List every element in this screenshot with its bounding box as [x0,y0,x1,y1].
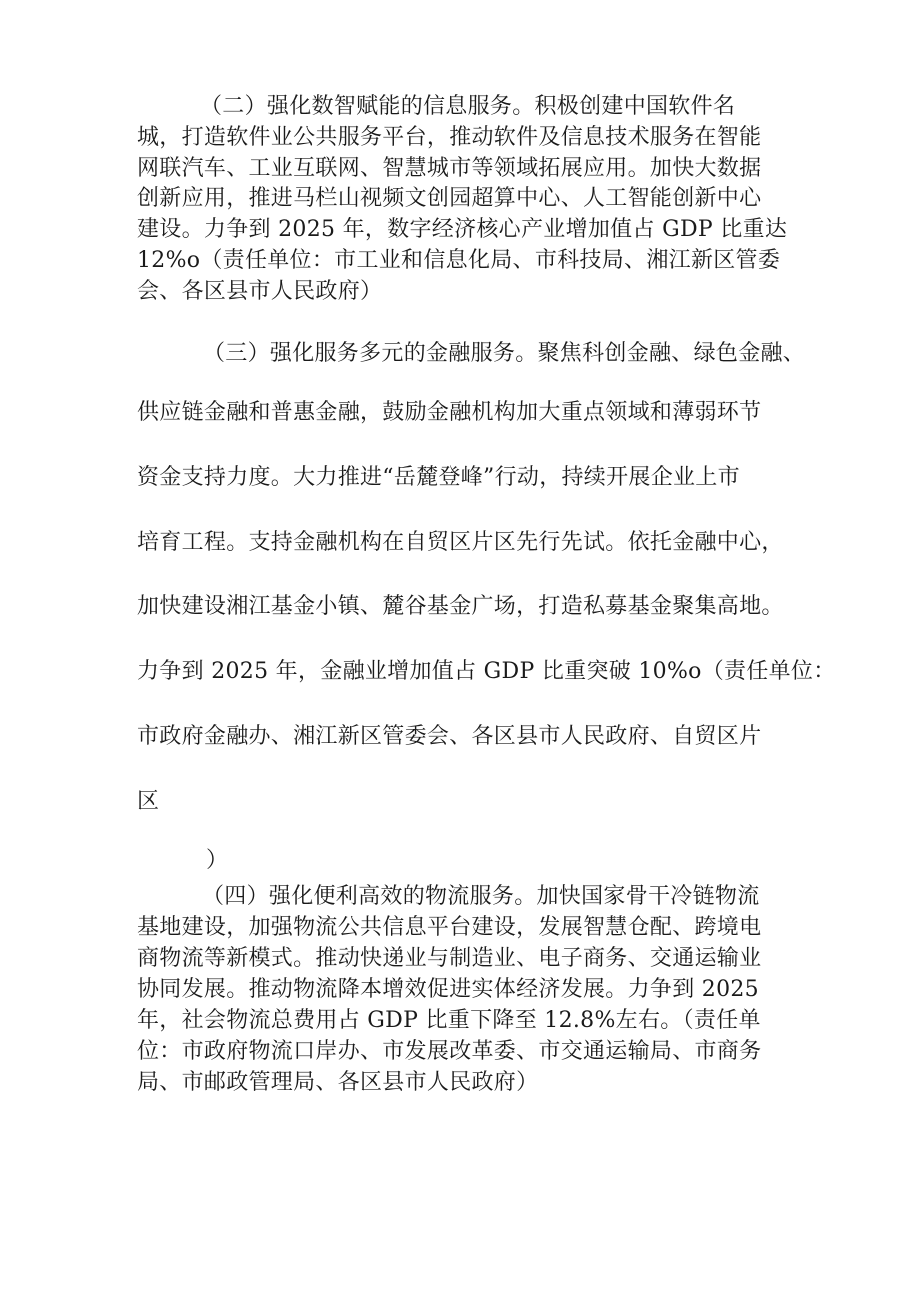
text-line: 供应链金融和普惠金融，鼓励金融机构加大重点领域和薄弱环节 [137,400,762,425]
text-line: 资金支持力度。大力推进“岳麓登峰”行动，持续开展企业上市 [137,465,740,490]
text-line: 商物流等新模式。推动快递业与制造业、电子商务、交通运输业 [137,946,762,971]
text-line: 会、各区县市人民政府） [137,279,383,304]
text-line: （四）强化便利高效的物流服务。加快国家骨干冷链物流 [202,884,760,909]
text-line: 培育工程。支持金融机构在自贸区片区先行先试。依托金融中心， [137,530,784,555]
text-line: 基地建设，加强物流公共信息平台建设，发展智慧仓配、跨境电 [137,915,762,940]
text-line: 区 [137,789,160,814]
text-line: 12%o（责任单位：市工业和信息化局、市科技局、湘江新区管委 [137,248,781,273]
text-line: 位：市政府物流口岸办、市发展改革委、市交通运输局、市商务 [137,1039,762,1064]
text-line: 市政府金融办、湘江新区管委会、各区县市人民政府、自贸区片 [137,724,762,749]
text-line: 加快建设湘江基金小镇、麓谷基金广场，打造私募基金聚集高地。 [137,594,784,619]
text-line: 局、市邮政管理局、各区县市人民政府） [137,1070,539,1095]
text-line: 协同发展。推动物流降本增效促进实体经济发展。力争到 2025 [137,977,759,1002]
text-line: ） [206,848,229,873]
text-line: 力争到 2025 年，金融业增加值占 GDP 比重突破 10%o（责任单位： [137,659,836,684]
text-line: 城，打造软件业公共服务平台，推动软件及信息技术服务在智能 [137,125,762,150]
text-line: 创新应用，推进马栏山视频文创园超算中心、人工智能创新中心 [137,186,762,211]
text-line: 年，社会物流总费用占 GDP 比重下降至 12.8%左右。（责任单 [137,1008,761,1033]
text-line: 建设。力争到 2025 年，数字经济核心产业增加值占 GDP 比重达 [137,217,788,242]
text-line: （三）强化服务多元的金融服务。聚焦科创金融、绿色金融、 [203,341,806,366]
text-line: 网联汽车、工业互联网、智慧城市等领域拓展应用。加快大数据 [137,156,762,181]
text-line: （二）强化数智赋能的信息服务。积极创建中国软件名 [200,94,736,119]
